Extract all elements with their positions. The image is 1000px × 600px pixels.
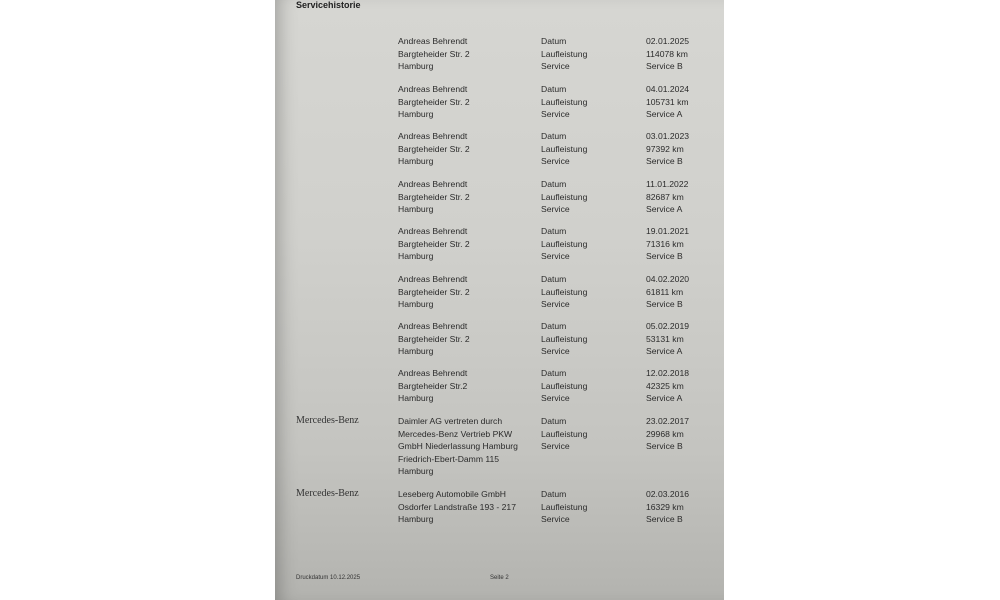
entry-values <box>646 415 689 453</box>
service-mileage: 71316 km <box>646 238 684 249</box>
entry-labels: Datum Laufleistung Service <box>541 368 588 403</box>
service-type: Service B <box>646 441 683 451</box>
entry-labels: Datum Laufleistung Service <box>541 489 588 524</box>
entry-labels: Datum Laufleistung Service <box>541 274 588 309</box>
service-date: 02.03.2016 <box>646 489 690 499</box>
workshop-address: Andreas Behrendt Bargteheider Str. 2 Hamburg <box>398 179 470 214</box>
entry-values <box>646 83 689 121</box>
service-date: 12.02.2018 <box>646 368 690 378</box>
service-type: Service B <box>646 61 683 71</box>
page-title: Servicehistorie <box>296 0 361 10</box>
entry-values <box>646 178 688 216</box>
workshop-address: Andreas Behrendt Bargteheider Str. 2 Hamburg <box>398 84 470 119</box>
service-mileage: 114078 km <box>646 48 688 59</box>
service-date: 02.01.2025 <box>646 36 690 46</box>
service-date: 23.02.2017 <box>646 416 690 426</box>
service-mileage: 61811 km <box>646 286 684 297</box>
entry-values <box>646 273 689 311</box>
workshop-address: Andreas Behrendt Bargteheider Str. 2 Hamburg <box>398 36 470 71</box>
workshop-address: Andreas Behrendt Bargteheider Str. 2 Hamburg <box>398 226 470 261</box>
entry-values <box>646 320 689 358</box>
service-type: Service A <box>646 109 683 119</box>
entry-values <box>646 488 689 526</box>
entry-labels: Datum Laufleistung Service <box>541 36 588 71</box>
service-mileage: 42325 km <box>646 380 684 391</box>
service-date: 03.01.2023 <box>646 131 690 141</box>
service-date: 19.01.2021 <box>646 226 690 236</box>
mercedes-benz-logo: Mercedes-Benz <box>296 488 359 499</box>
service-date: 05.02.2019 <box>646 321 690 331</box>
service-mileage: 29968 km <box>646 428 684 439</box>
workshop-address: Andreas Behrendt Bargteheider Str. 2 Hamburg <box>398 274 470 309</box>
service-type: Service B <box>646 299 683 309</box>
mercedes-benz-logo: Mercedes-Benz <box>296 415 359 426</box>
service-type: Service A <box>646 393 683 403</box>
service-mileage: 53131 km <box>646 333 684 344</box>
page-number: Seite 2 <box>490 575 509 581</box>
entry-labels: Datum Laufleistung Service <box>541 321 588 356</box>
entry-labels: Datum Laufleistung Service <box>541 131 588 166</box>
service-date: 04.01.2024 <box>646 84 690 94</box>
workshop-address: Andreas Behrendt Bargteheider Str.2 Hamburg <box>398 368 468 403</box>
entry-values <box>646 225 689 263</box>
entry-values <box>646 130 689 168</box>
entry-labels: Datum Laufleistung Service <box>541 179 588 214</box>
document-page <box>275 0 724 600</box>
workshop-address: Andreas Behrendt Bargteheider Str. 2 Hamburg <box>398 131 470 166</box>
service-mileage: 16329 km <box>646 501 684 512</box>
service-mileage: 105731 km <box>646 96 689 107</box>
entry-labels: Datum Laufleistung Service <box>541 84 588 119</box>
service-mileage: 82687 km <box>646 191 684 202</box>
workshop-address: Andreas Behrendt Bargteheider Str. 2 Hamburg <box>398 321 470 356</box>
workshop-address: Daimler AG vertreten durch Mercedes-Benz Vertrieb PKW GmbH Niederlassung Hamburg Friedrich-Ebert-Damm 115 Hamburg <box>398 416 518 476</box>
print-date: Druckdatum 10.12.2025 <box>296 575 361 581</box>
service-type: Service B <box>646 514 683 524</box>
workshop-address: Leseberg Automobile GmbH Osdorfer Landstraße 193 - 217 Hamburg <box>398 489 516 524</box>
service-mileage: 97392 km <box>646 143 684 154</box>
service-type: Service B <box>646 251 683 261</box>
service-type: Service A <box>646 204 683 214</box>
service-date: 11.01.2022 <box>646 179 689 189</box>
service-type: Service A <box>646 346 683 356</box>
service-date: 04.02.2020 <box>646 274 690 284</box>
entry-labels: Datum Laufleistung Service <box>541 226 588 261</box>
entry-values <box>646 35 689 73</box>
entry-labels: Datum Laufleistung Service <box>541 416 588 451</box>
entry-values <box>646 367 689 405</box>
service-type: Service B <box>646 156 683 166</box>
